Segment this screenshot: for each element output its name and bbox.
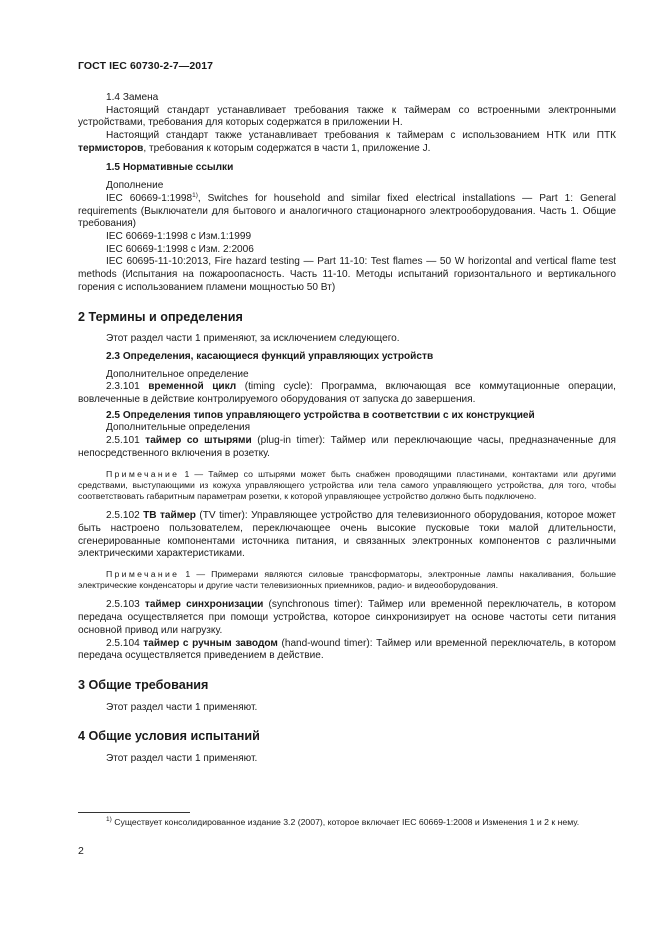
section-1-5-addition: Дополнение	[106, 180, 164, 192]
section-2-heading: 2 Термины и определения	[78, 309, 243, 324]
additional-definition-label: Дополнительное определение	[106, 368, 249, 380]
note-2-5-101: Примечание 1 — Таймер со штырями может быть снабжен проводящими пластинами, контактами или другими средствами, выступающими из кожуха управляющего устройства или тела самого управляющего устройства, для того, чтобы соответствовать габаритным параметрам розетки, к которой управляющее устройство должно быть подключено.	[78, 468, 616, 501]
definition-2-5-103: 2.5.103 таймер синхронизации (synchronous timer): Таймер или временной переключатель, в котором передача осуществляется при помощи устройства, которое синхронизирует на основе частоты сети питания основной привод или нагрузку.	[78, 599, 616, 636]
definition-2-5-104: 2.5.104 таймер с ручным заводом (hand-wound timer): Таймер или временной переключатель, в котором передача осуществляется приведением в действие.	[78, 637, 616, 662]
section-1-4-para-2: Настоящий стандарт также устанавливает требования к таймерам с использованием НТК или ПТК термисторов, требования к которым содержатся в части 1, приложение J.	[78, 130, 616, 154]
section-1-4-heading: 1.4 Замена	[106, 92, 159, 103]
section-4-heading: 4 Общие условия испытаний	[78, 729, 260, 744]
footnote-marker: 1)	[192, 191, 198, 199]
note-2-5-102: Примечание 1 — Примерами являются силовые трансформаторы, электронные лампы накаливания, большие электрические конденсаторы и другие части телевизионных приемников, радио- и видеооборудования.	[78, 569, 616, 591]
definition-2-3-101: 2.3.101 временной цикл (timing cycle): Программа, включающая все коммутационные операции, вовлеченные в действие контролируемого оборудования от запуска до завершения.	[78, 381, 616, 406]
definition-2-5-101: 2.5.101 таймер со штырями (plug-in timer): Таймер или переключающие часы, предназначенные для непосредственного включения в розетку.	[78, 435, 616, 459]
section-3-heading: 3 Общие требования	[78, 677, 209, 692]
section-4-text: Этот раздел части 1 применяют.	[106, 753, 258, 765]
document-header: ГОСТ IEC 60730-2-7—2017	[78, 60, 214, 72]
footnote-divider	[78, 812, 190, 813]
reference-iec-60695: IEC 60695-11-10:2013, Fire hazard testing — Part 11-10: Test flames — 50 W horizontal and vertical flame test methods (Испытания на пожароопасность. Часть 11-10. Методы испытаний горизонтального и вертикального горения с использованием пламени мощностью 50 Вт)	[78, 256, 616, 293]
reference-iec-60669: IEC 60669-1:1998$^{1)}$, Switches for household and similar fixed electrical installations — Part 1: General requirements (Выключатели для бытового и аналогичного стационарного электрооборудования. Часть 1. Общие требования)	[78, 191, 616, 230]
document-body	[78, 92, 616, 766]
definition-2-5-102: 2.5.102 ТВ таймер (TV timer): Управляющее устройство для телевизионного оборудования, которое может быть настроено пользователем, переключающее очень высокие пусковые токи малой длительности, сгенерированные компонентами источника питания, и связанных электронных компонентов с различными электрическими характеристиками.	[78, 510, 616, 560]
section-3-text: Этот раздел части 1 применяют.	[106, 701, 258, 713]
footnote: $^{1)}$ Существует консолидированное издание 3.2 (2007), которое включает IEC 60669-1:2008 и Изменения 1 и 2 к нему.	[106, 816, 580, 827]
section-2-3-heading: 2.3 Определения, касающиеся функций управляющих устройств	[106, 350, 434, 362]
section-1-5-heading: 1.5 Нормативные ссылки	[106, 161, 234, 173]
additional-definitions-label: Дополнительные определения	[106, 422, 251, 434]
section-2-5-heading: 2.5 Определения типов управляющего устройства в соответствии с их конструкцией	[106, 409, 535, 421]
section-2-intro: Этот раздел части 1 применяют, за исключением следующего.	[106, 333, 400, 345]
page-number: 2	[78, 845, 84, 857]
section-1-4-para-1: Настоящий стандарт устанавливает требования также к таймерам со встроенными электронными устройствами, требования для которых содержатся в приложении Н.	[78, 104, 616, 129]
reference-iec-60669-amd1: IEC 60669-1:1998 с Изм.1:1999	[106, 231, 252, 243]
reference-iec-60669-amd2: IEC 60669-1:1998 с Изм. 2:2006	[106, 243, 254, 255]
